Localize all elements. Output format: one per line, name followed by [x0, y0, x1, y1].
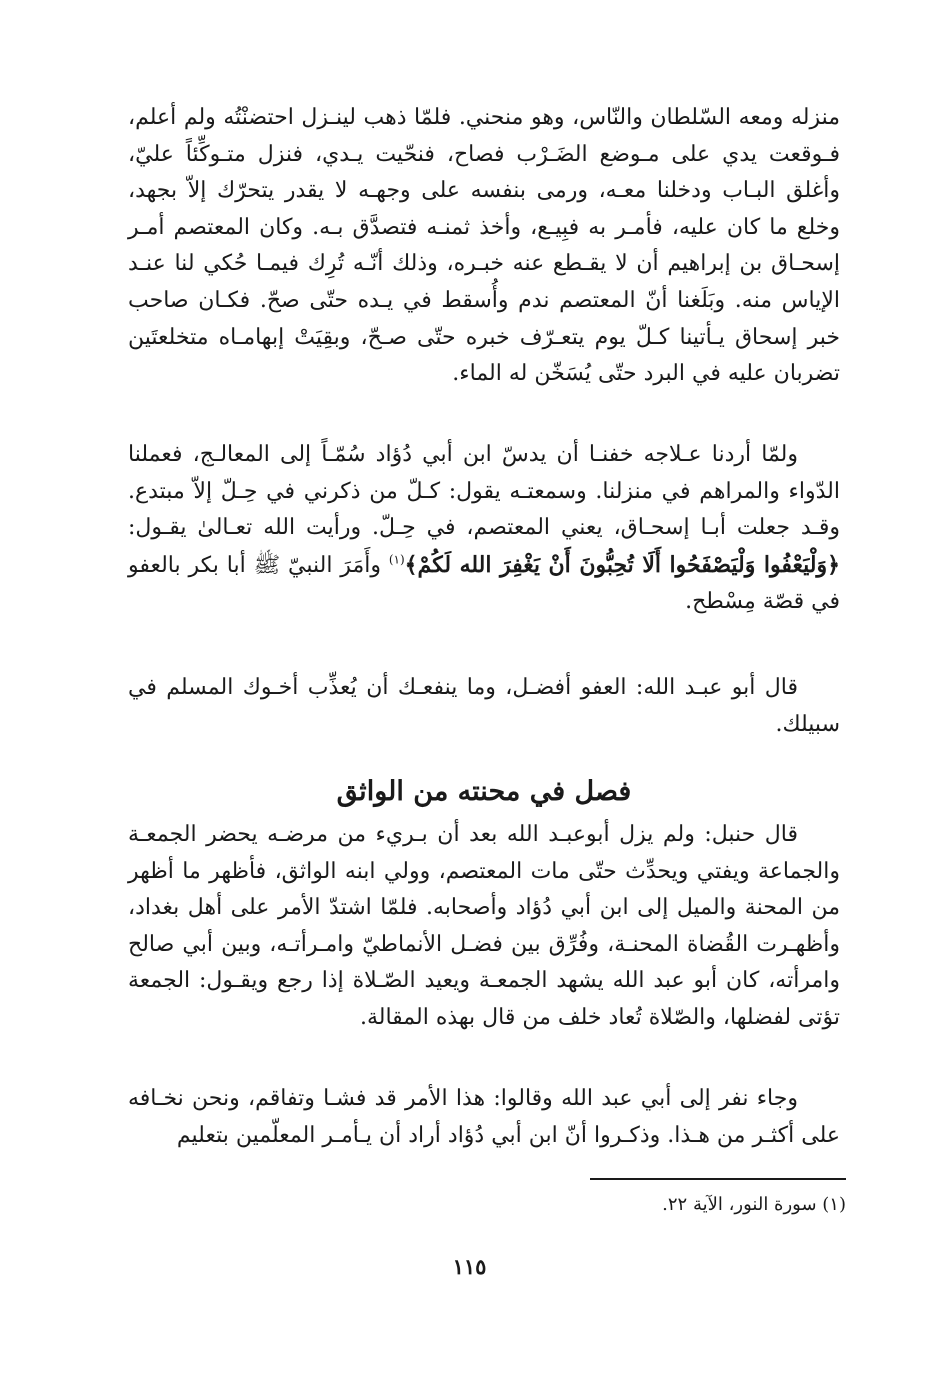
section-heading: فصل في محنته من الواثق — [336, 776, 632, 807]
paragraph-text-before: ولمّا أردنا عـلاجه خفنـا أن يدسّ ابن أبي دُؤاد سُمّـاً إلى المعالـج، فعملنا الدّواء والمراهم في منزلنا. وسمعتـه يقول: كـلّ من ذكرني في حِـلّ إلاّ مبتدع. وقـد جعلت أبـا إسحـاق، يعني المعتصم، في حِـلّ. ورأيت الله تعـالىٰ يقـول: — [128, 442, 840, 541]
paragraph-text — [128, 670, 840, 743]
paragraph-text — [128, 1081, 840, 1154]
paragraph-text — [128, 817, 840, 1037]
paragraph-text-body: قال حنبل: ولم يزل أبوعبـد الله بعد أن بـريء من مرضـه يحضر الجمعـة والجماعة ويفتي ويحدِّث حتّى مات المعتصم، وولي ابنه الواثق، فأظهر ما أظهر من المحنة والميل إلى ابن أبي دُؤاد وأصحابه. فلمّا اشتدّ الأمر على أهل بغداد، وأظهـرت القُضاة المحنـة، وفُرِّق بين فضـل الأنماطيّ وامـرأتـه، وبين أبي صالح وامرأته، كان أبو عبد الله يشهد الجمعـة ويعيد الصّـلاة إذا رجع ويقـول: الجمعة تؤتى لفضلها، والصّلاة تُعاد خلف من قال بهذه المقالة. — [128, 822, 840, 1030]
paragraph — [128, 817, 840, 1037]
page-number: ١١٥ — [452, 1254, 487, 1279]
footnote-reference: (١) — [388, 552, 405, 567]
quran-verse: ﴿وَلْيَعْفُوا وَلْيَصْفَحُوا أَلَا تُحِبُّونَ أَنْ يَغْفِرَ الله لَكُمْ﴾ — [404, 551, 840, 578]
paragraph — [128, 670, 840, 743]
paragraph-text-body: قال أبو عبـد الله: العفو أفضـل، وما ينفعـك أن يُعذِّب أخـوك المسلم في سبيلك. — [128, 675, 840, 737]
footnote-divider — [590, 1178, 846, 1180]
footnote: (١) سورة النور، الآية ٢٢. — [662, 1194, 846, 1215]
paragraph-text-after: وأَمَرَ النبيّ ﷺ أبا بكر بالعفو في قصّة مِسْطح. — [128, 552, 840, 615]
paragraph — [128, 437, 840, 621]
paragraph — [128, 100, 840, 393]
paragraph-text-body: وجاء نفر إلى أبي عبد الله وقالوا: هذا الأمر قد فشـا وتفاقم، ونحن نخـافه على أكثـر من هـذا. وذكـروا أنّ ابن أبي دُؤاد أراد أن يـأمـر المعلّمين بتعليم — [128, 1086, 840, 1148]
paragraph-text: منزله ومعه السّلطان والنّاس، وهو منحني. فلمّا ذهب لينـزل احتضنْتُه ولم أعلم، فـوقعت يدي على مـوضع الضَـرْب فصاح، فنحّيت يـدي، فنزل متـوكِّئاً عليّ، وأغلق البـاب ودخلنا معـه، ورمى بنفسه على وجهـه لا يقدر يتحرّك إلاّ بجهد، وخلع ما كان عليه، فأمـر به فبِيـع، وأخذ ثمنـه فتصدَّق بـه. وكان المعتصم أمـر إسحـاق بن إبراهيم أن لا يقـطع عنه خبـره، وذلك أنّـه تُرِك فيمـا حُكي لنا عنـد الإياس منه. وبَلَغنا أنّ المعتصم ندم وأُسقط في يـده حتّى صحّ. فكـان صاحب خبر إسحاق يـأتينا كـلّ يوم يتعـرّف خبره حتّى صـحّ، وبقِيَتْ إبهامـاه متخلعتَين تضربان عليه في البرد حتّى يُسَخّن له الماء. — [128, 105, 840, 387]
paragraph — [128, 1081, 840, 1154]
paragraph-text — [128, 437, 840, 621]
